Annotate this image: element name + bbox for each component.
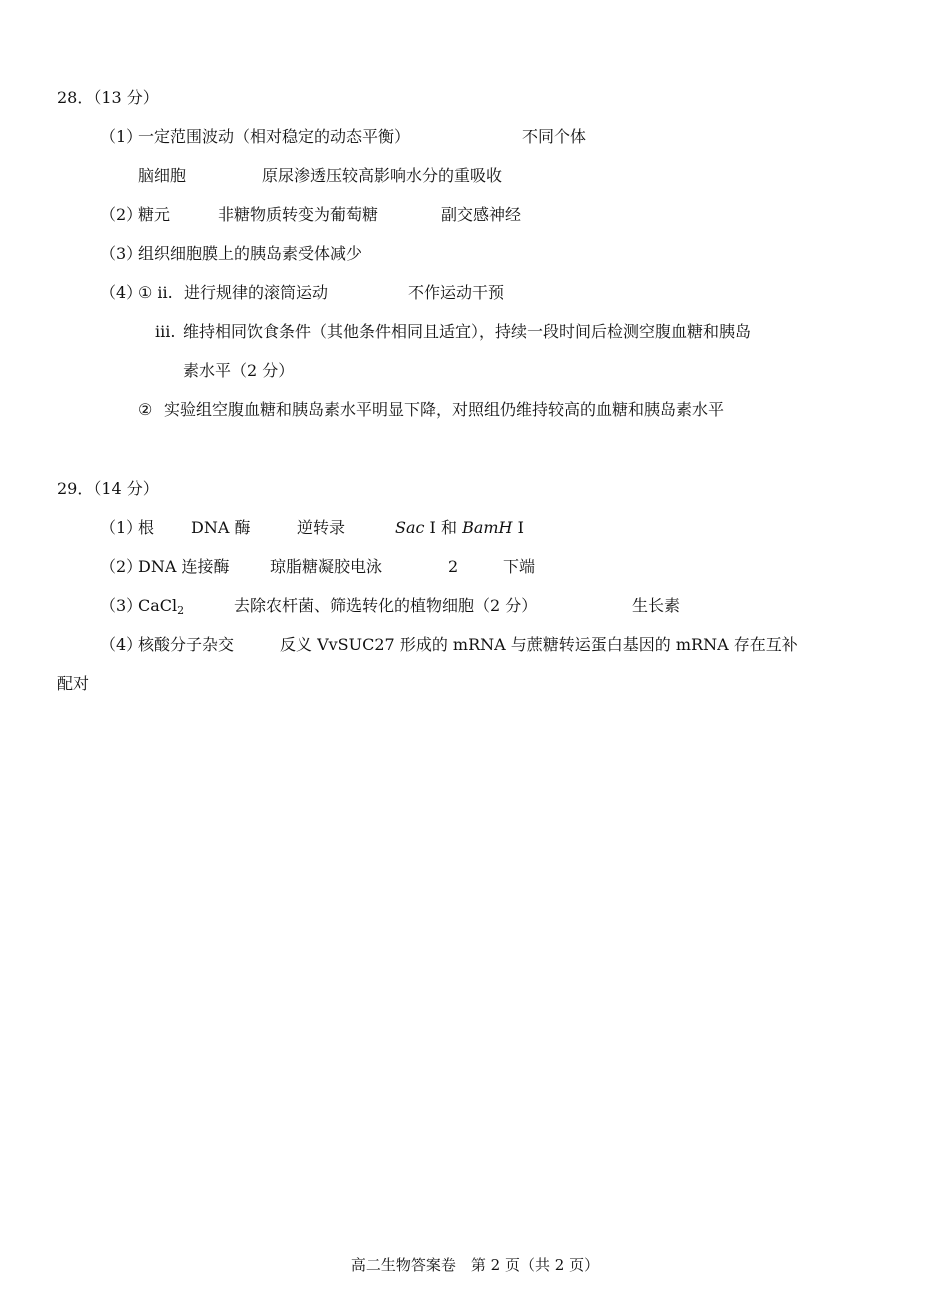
answer: 组织细胞膜上的胰岛素受体减少 (138, 244, 363, 263)
sub-label: ① ii. (138, 283, 173, 302)
answer: 糖元 (138, 205, 171, 224)
answer: 下端 (503, 557, 536, 576)
answer: 一定范围波动（相对稳定的动态平衡） (138, 127, 411, 146)
part-label: （1） (100, 518, 143, 537)
answer: DNA 酶 (191, 518, 251, 537)
answer: 实验组空腹血糖和胰岛素水平明显下降，对照组仍维持较高的血糖和胰岛素水平 (164, 400, 725, 419)
page-footer: 高二生物答案卷 第 2 页（共 2 页） (350, 1256, 600, 1274)
part-label: （2） (100, 557, 143, 576)
answer-formula: CaCl$_2$ (138, 596, 185, 617)
answer: 生长素 (632, 596, 681, 615)
q28-header: 28．（13 分） (57, 88, 159, 107)
answer: 维持相同饮食条件（其他条件相同且适宜），持续一段时间后检测空腹血糖和胰岛 (183, 322, 752, 341)
answer: 逆转录 (297, 518, 346, 537)
answer: 不同个体 (522, 127, 587, 146)
answer: 琼脂糖凝胶电泳 (270, 557, 383, 576)
answer: 进行规律的滚筒运动 (184, 283, 329, 302)
answer: 2 (448, 557, 459, 576)
answer: 反义 VvSUC27 形成的 mRNA 与蔗糖转运蛋白基因的 mRNA 存在互补 (280, 635, 798, 654)
answer-enzymes: Sac I 和 BamH I (395, 518, 524, 537)
sub-label: ② (138, 400, 153, 419)
part-label: （3） (100, 596, 143, 615)
answer: 去除农杆菌、筛选转化的植物细胞（2 分） (234, 596, 538, 615)
part-label: （4） (100, 635, 143, 654)
part-label: （3） (100, 244, 143, 263)
part-label: （2） (100, 205, 143, 224)
answer: 脑细胞 (138, 166, 187, 185)
answer: DNA 连接酶 (138, 557, 230, 576)
part-label: （1） (100, 127, 143, 146)
answer: 不作运动干预 (408, 283, 505, 302)
q29-header: 29．（14 分） (57, 479, 159, 498)
answer: 根 (138, 518, 155, 537)
answer: 原尿渗透压较高影响水分的重吸收 (262, 166, 503, 185)
q29-part4-cont: 配对 (57, 674, 90, 693)
answer: 非糖物质转变为葡萄糖 (218, 205, 379, 224)
enzyme-name: BamH (462, 518, 513, 537)
answer: 副交感神经 (441, 205, 522, 224)
sub-label: iii. (155, 322, 176, 341)
q28-part4-iii-cont: 素水平（2 分） (183, 361, 295, 380)
answer: 核酸分子杂交 (138, 635, 235, 654)
part-label: （4） (100, 283, 143, 302)
enzyme-name: Sac (395, 518, 425, 537)
